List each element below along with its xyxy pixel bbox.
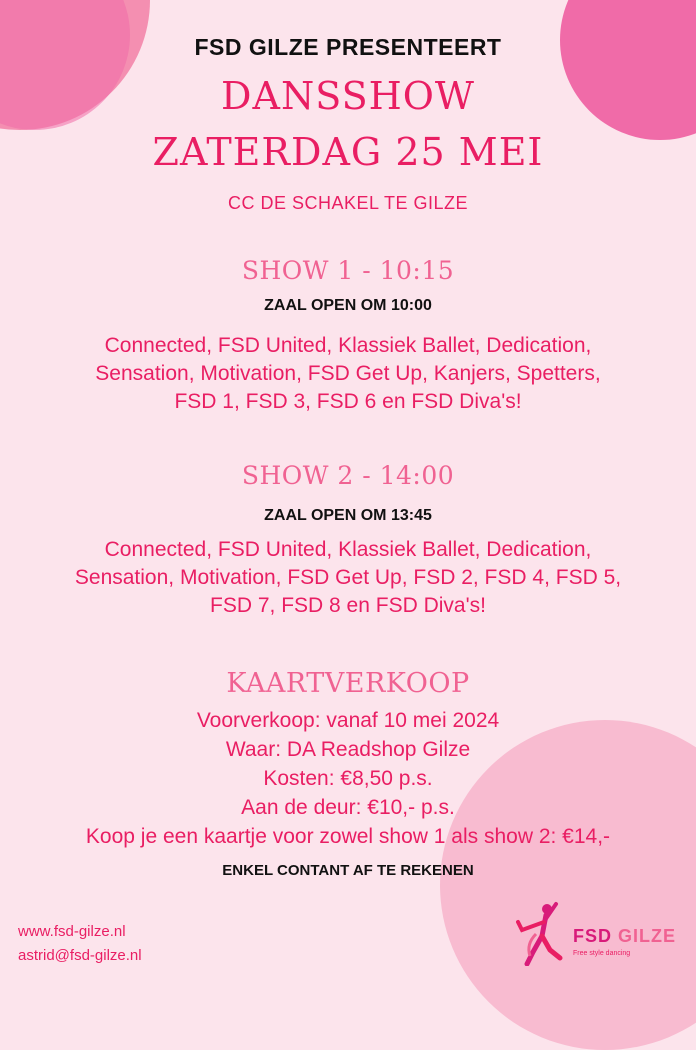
combi-price-line: Koop je een kaartje voor zowel show 1 als show 2: €14,- — [85, 825, 611, 848]
show1-groups-line: FSD 1, FSD 3, FSD 6 en FSD Diva's! — [174, 390, 522, 413]
event-date: ZATERDAG 25 MEI — [152, 130, 544, 174]
logo-tagline: Free style dancing — [573, 950, 631, 957]
venue: CC DE SCHAKEL TE GILZE — [227, 193, 469, 213]
show1-doors: ZAAL OPEN OM 10:00 — [264, 297, 432, 314]
show2-groups-line: FSD 7, FSD 8 en FSD Diva's! — [210, 594, 486, 617]
tickets-info — [0, 706, 696, 851]
show2-groups-line: Connected, FSD United, Klassiek Ballet, Dedication, — [104, 538, 592, 561]
show1-heading: SHOW 1 - 10:15 — [241, 256, 455, 285]
show2-heading: SHOW 2 - 14:00 — [241, 461, 455, 490]
presale-line: Voorverkoop: vanaf 10 mei 2024 — [196, 709, 500, 732]
location-line: Waar: DA Readshop Gilze — [225, 738, 471, 761]
tickets-heading: KAARTVERKOOP — [226, 668, 470, 699]
fsd-gilze-logo — [516, 900, 677, 970]
cash-only-note: ENKEL CONTANT AF TE REKENEN — [222, 862, 474, 879]
logo-name — [573, 926, 676, 947]
contact-block — [18, 920, 142, 968]
show2-groups-line: Sensation, Motivation, FSD Get Up, FSD 2, FSD 4, FSD 5, — [74, 566, 622, 589]
door-price-line: Aan de deur: €10,- p.s. — [241, 796, 455, 819]
price-line: Kosten: €8,50 p.s. — [263, 767, 433, 790]
show1-groups-line: Connected, FSD United, Klassiek Ballet, Dedication, — [104, 334, 592, 357]
show1-groups — [0, 332, 696, 416]
presenter-line: FSD GILZE PRESENTEERT — [194, 34, 502, 60]
show2-doors: ZAAL OPEN OM 13:45 — [264, 507, 432, 524]
page-title: DANSSHOW — [221, 74, 475, 118]
dancer-icon — [516, 900, 566, 966]
website-link[interactable]: www.fsd-gilze.nl — [18, 923, 126, 940]
show1-groups-line: Sensation, Motivation, FSD Get Up, Kanjers, Spetters, — [95, 362, 601, 385]
show2-groups — [0, 536, 696, 620]
logo-name-fsd: FSD — [573, 926, 619, 946]
logo-name-gilze: GILZE — [618, 926, 677, 946]
email-link[interactable]: astrid@fsd-gilze.nl — [18, 947, 142, 964]
